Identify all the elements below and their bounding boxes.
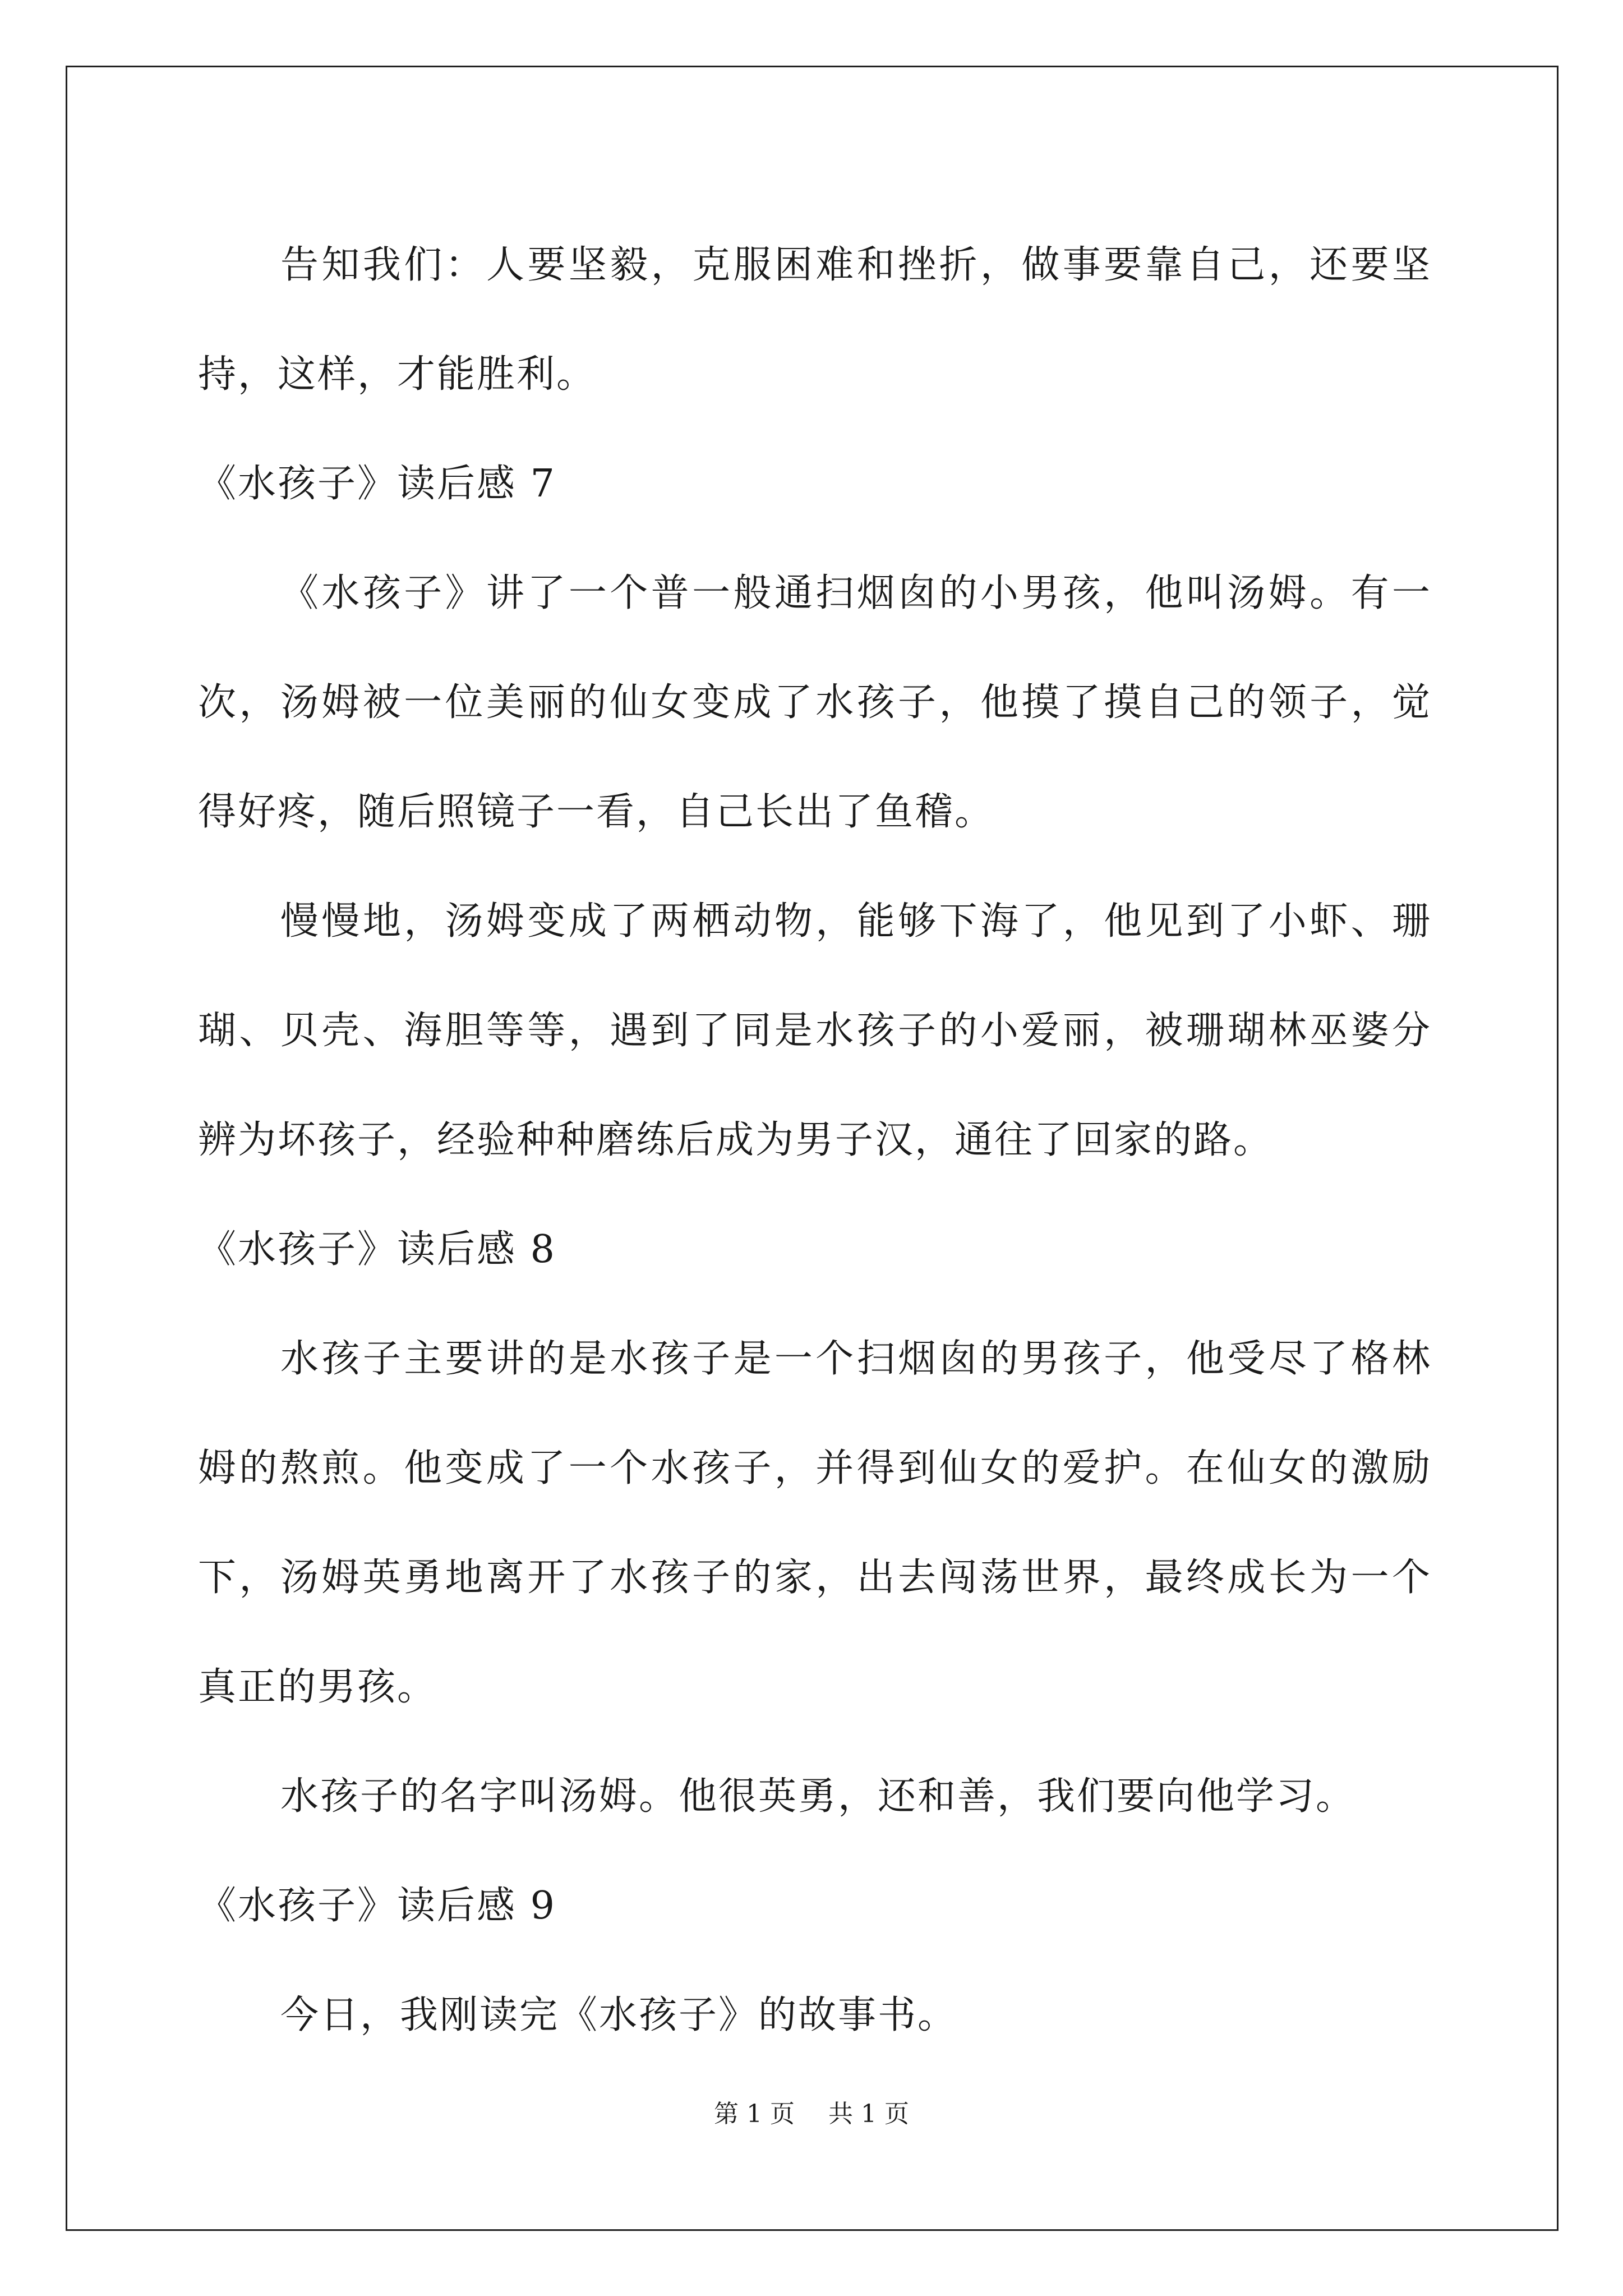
section-heading: 《水孩子》读后感 7: [198, 462, 556, 506]
paragraph: 《水孩子》讲了一个普一般通扫烟囱的小男孩，他叫汤姆。有一次，汤姆被一位美丽的仙女变成了水孩子，他摸了摸自己的领子，觉得好疼，随后照镜子一看，自己长出了鱼稽。: [198, 571, 1432, 834]
paragraph: 慢慢地，汤姆变成了两栖动物，能够下海了，他见到了小虾、珊瑚、贝壳、海胆等等，遇到了同是水孩子的小爱丽，被珊瑚林巫婆分辨为坏孩子，经验种种磨练后成为男子汉，通往了回家的路。: [198, 899, 1432, 1162]
page-number-current: 第 1 页: [714, 2100, 795, 2128]
paragraph: 今日，我刚读完《水孩子》的故事书。: [280, 1993, 958, 2037]
paragraph: 水孩子主要讲的是水孩子是一个扫烟囱的男孩子，他受尽了格林姆的熬煎。他变成了一个水孩子，并得到仙女的爱护。在仙女的激励下，汤姆英勇地离开了水孩子的家，出去闯荡世界，最终成长为一个真正的男孩。: [198, 1337, 1432, 1709]
paragraph: 水孩子的名字叫汤姆。他很英勇，还和善，我们要向他学习。: [280, 1774, 1356, 1819]
section-heading: 《水孩子》读后感 9: [198, 1884, 556, 1928]
page-footer: [0, 2093, 1623, 2129]
section-heading: 《水孩子》读后感 8: [198, 1227, 556, 1272]
page-number-total: 共 1 页: [828, 2100, 909, 2128]
paragraph: 告知我们：人要坚毅，克服困难和挫折，做事要靠自己，还要坚持，这样，才能胜利。: [198, 243, 1432, 397]
document-body: [198, 210, 1432, 2070]
